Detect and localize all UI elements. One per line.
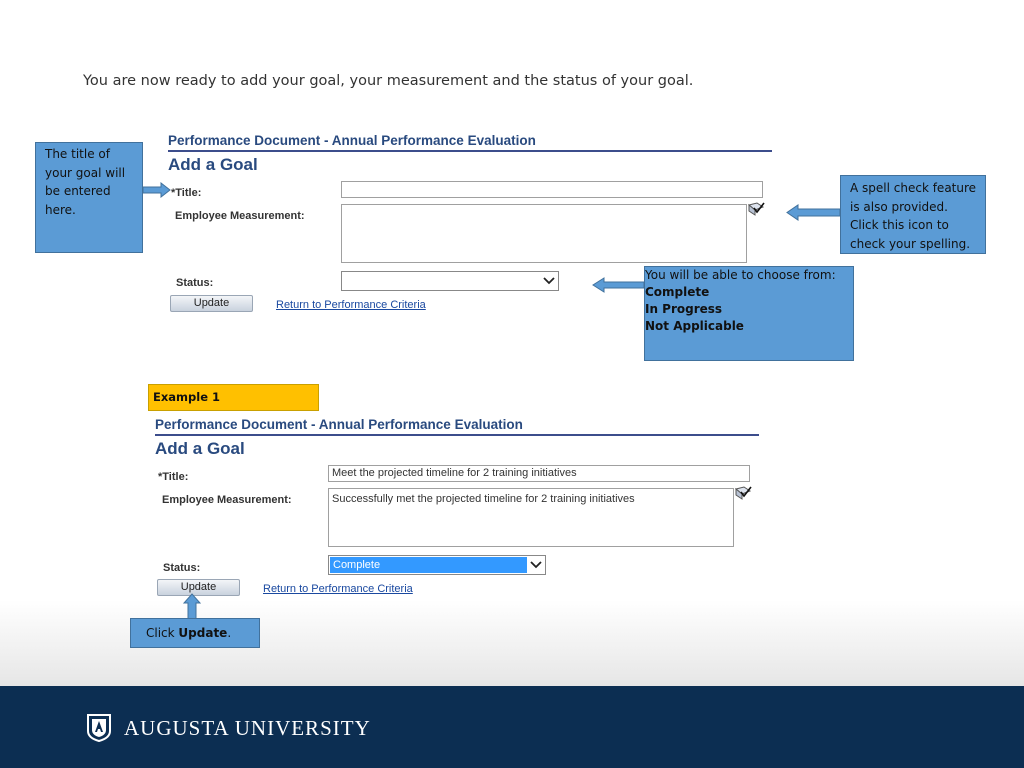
return-to-criteria-link[interactable]: Return to Performance Criteria (263, 583, 413, 595)
status-select[interactable] (341, 271, 559, 291)
example-label: Example 1 (148, 384, 319, 411)
callout-title-line: be entered (45, 184, 111, 198)
chevron-down-icon (542, 274, 556, 288)
page-title: Add a Goal (168, 155, 258, 174)
intro-text: You are now ready to add your goal, your measurement and the status of your goal. (83, 73, 694, 89)
arrow-left-icon (786, 204, 841, 221)
callout-spell-check (840, 175, 986, 254)
update-button[interactable]: Update (157, 579, 240, 596)
measurement-label: Employee Measurement: (175, 210, 305, 222)
callout-click-update (130, 618, 260, 648)
callout-spell-line: is also provided. (850, 199, 948, 214)
callout-spell-line: Click this icon to (850, 218, 949, 232)
spell-check-icon[interactable] (748, 202, 765, 217)
university-logo-icon (86, 714, 112, 742)
add-goal-form-example (155, 417, 760, 607)
measurement-textarea[interactable]: Successfully met the projected timeline for 2 training initiatives (328, 488, 734, 547)
callout-title (35, 142, 143, 253)
callout-status-option: Complete (645, 285, 710, 299)
measurement-textarea[interactable] (341, 204, 747, 263)
arrow-up-icon (183, 593, 201, 620)
title-label: *Title: (171, 187, 202, 199)
callout-title-line: your goal will (45, 165, 126, 180)
callout-status-option: Not Applicable (645, 319, 744, 333)
measurement-label: Employee Measurement: (162, 494, 292, 506)
callout-spell-line: A spell check feature (850, 181, 977, 195)
chevron-down-icon (529, 558, 543, 572)
title-input[interactable]: Meet the projected timeline for 2 training initiatives (328, 465, 750, 482)
spell-check-icon[interactable] (735, 486, 752, 501)
status-label: Status: (176, 277, 214, 289)
status-select[interactable] (328, 555, 546, 575)
page-title: Add a Goal (155, 439, 245, 458)
callout-click-text: Click Update. (146, 626, 232, 640)
footer-bar (0, 686, 1024, 768)
callout-title-line: The title of (45, 147, 110, 161)
status-select-value (343, 273, 540, 289)
callout-status-intro: You will be able to choose from: (645, 268, 836, 282)
page-header: Performance Document - Annual Performance Evaluation (168, 133, 536, 148)
callout-status-option: In Progress (645, 302, 723, 316)
page-header: Performance Document - Annual Performance Evaluation (155, 417, 523, 432)
callout-title-line: here. (45, 202, 76, 217)
status-label: Status: (163, 562, 201, 574)
title-input[interactable] (341, 181, 763, 198)
add-goal-form-blank (168, 133, 773, 323)
status-select-value: Complete (330, 557, 527, 573)
header-divider (155, 434, 759, 436)
university-name: AUGUSTA UNIVERSITY (124, 716, 371, 740)
callout-spell-line: check your spelling. (850, 236, 971, 251)
header-divider (168, 150, 772, 152)
title-label: *Title: (158, 471, 189, 483)
update-button[interactable]: Update (170, 295, 253, 312)
return-to-criteria-link[interactable]: Return to Performance Criteria (276, 299, 426, 311)
arrow-right-icon (143, 182, 171, 198)
